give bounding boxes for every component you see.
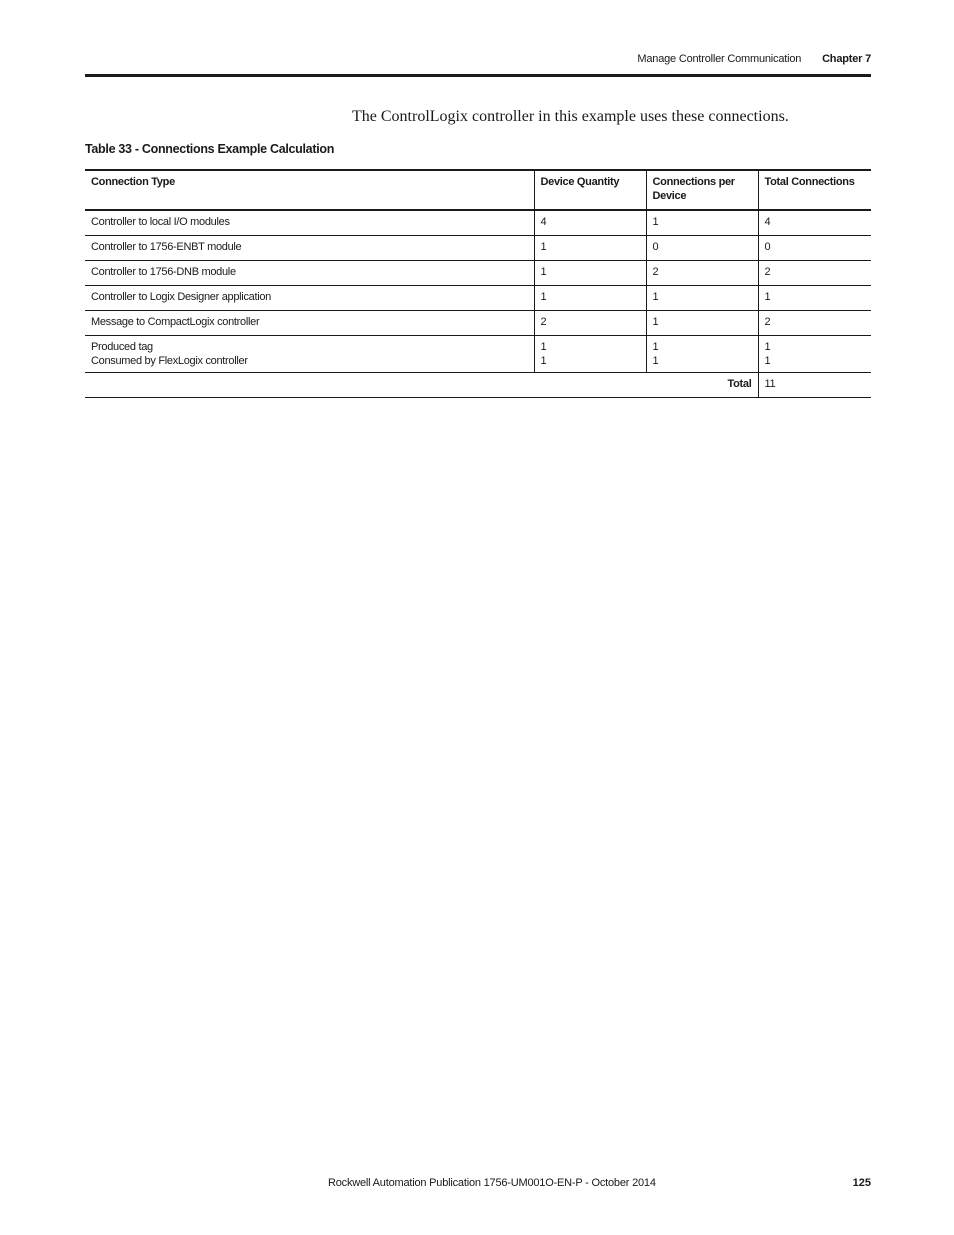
table-row bbox=[85, 286, 871, 311]
section-title: Manage Controller Communication bbox=[637, 53, 802, 65]
connections-table bbox=[85, 169, 871, 398]
cell-text: 1 bbox=[540, 241, 547, 253]
cell-text: 1 bbox=[652, 355, 659, 367]
column-header-device-quantity: Device Quantity bbox=[534, 170, 646, 210]
table-caption: Table 33 - Connections Example Calculation bbox=[85, 142, 335, 156]
connection-type-cell bbox=[85, 311, 534, 336]
cell-text: Controller to 1756-DNB module bbox=[91, 266, 236, 278]
connection-type-cell bbox=[85, 236, 534, 261]
device-quantity-cell bbox=[534, 210, 646, 236]
connection-type-cell bbox=[85, 261, 534, 286]
cell-text: Controller to 1756-ENBT module bbox=[91, 241, 242, 253]
cell-text: 1 bbox=[652, 291, 659, 303]
connections-per-device-cell bbox=[646, 286, 758, 311]
connections-per-device-cell bbox=[646, 336, 758, 373]
running-header bbox=[637, 53, 871, 65]
cell-text: 2 bbox=[540, 316, 547, 328]
chapter-label: Chapter 7 bbox=[822, 53, 871, 65]
cell-text: Controller to Logix Designer application bbox=[91, 291, 271, 303]
device-quantity-cell bbox=[534, 286, 646, 311]
cell-text: 4 bbox=[764, 216, 771, 228]
connections-per-device-cell bbox=[646, 311, 758, 336]
table-row bbox=[85, 261, 871, 286]
page-number: 125 bbox=[852, 1177, 871, 1189]
cell-text: Message to CompactLogix controller bbox=[91, 316, 260, 328]
device-quantity-cell bbox=[534, 336, 646, 373]
total-connections-cell bbox=[758, 311, 871, 336]
table-row bbox=[85, 210, 871, 236]
cell-text: 1 bbox=[652, 316, 659, 328]
device-quantity-cell bbox=[534, 236, 646, 261]
cell-text: 1 bbox=[652, 341, 659, 353]
column-header-total-connections: Total Connections bbox=[758, 170, 871, 210]
table-row bbox=[85, 311, 871, 336]
publication-footer: Rockwell Automation Publication 1756-UM001O-EN-P - October 2014 bbox=[328, 1177, 656, 1189]
header-divider bbox=[85, 74, 871, 77]
cell-text: 0 bbox=[764, 241, 771, 253]
connection-type-cell bbox=[85, 286, 534, 311]
connections-per-device-cell bbox=[646, 236, 758, 261]
total-label: Total bbox=[85, 373, 758, 398]
device-quantity-cell bbox=[534, 311, 646, 336]
column-header-connections-per-device: Connections per Device bbox=[646, 170, 758, 210]
cell-text: 1 bbox=[764, 355, 771, 367]
cell-text: 0 bbox=[652, 241, 659, 253]
cell-text: Produced tag bbox=[91, 341, 153, 353]
cell-text: 1 bbox=[652, 216, 659, 228]
total-connections-cell bbox=[758, 261, 871, 286]
cell-text: 2 bbox=[764, 316, 771, 328]
table-row bbox=[85, 336, 871, 373]
device-quantity-cell bbox=[534, 261, 646, 286]
cell-text: 1 bbox=[764, 341, 771, 353]
table-row bbox=[85, 236, 871, 261]
intro-paragraph: The ControlLogix controller in this example uses these connections. bbox=[352, 108, 789, 125]
cell-text: 1 bbox=[540, 355, 547, 367]
cell-text: 1 bbox=[540, 291, 547, 303]
cell-text: 1 bbox=[540, 266, 547, 278]
connection-type-cell bbox=[85, 336, 534, 373]
cell-text: Controller to local I/O modules bbox=[91, 216, 230, 228]
total-connections-cell bbox=[758, 236, 871, 261]
connections-per-device-cell bbox=[646, 261, 758, 286]
connections-per-device-cell bbox=[646, 210, 758, 236]
total-row bbox=[85, 373, 871, 398]
cell-text: 1 bbox=[540, 341, 547, 353]
total-value: 11 bbox=[758, 373, 871, 398]
total-connections-cell bbox=[758, 286, 871, 311]
total-connections-cell bbox=[758, 336, 871, 373]
cell-text: 4 bbox=[540, 216, 547, 228]
connection-type-cell bbox=[85, 210, 534, 236]
table-header-row bbox=[85, 170, 871, 210]
cell-text: 1 bbox=[764, 291, 771, 303]
total-connections-cell bbox=[758, 210, 871, 236]
cell-text: Consumed by FlexLogix controller bbox=[91, 355, 248, 367]
column-header-connection-type: Connection Type bbox=[85, 170, 534, 210]
cell-text: 2 bbox=[652, 266, 659, 278]
cell-text: 2 bbox=[764, 266, 771, 278]
